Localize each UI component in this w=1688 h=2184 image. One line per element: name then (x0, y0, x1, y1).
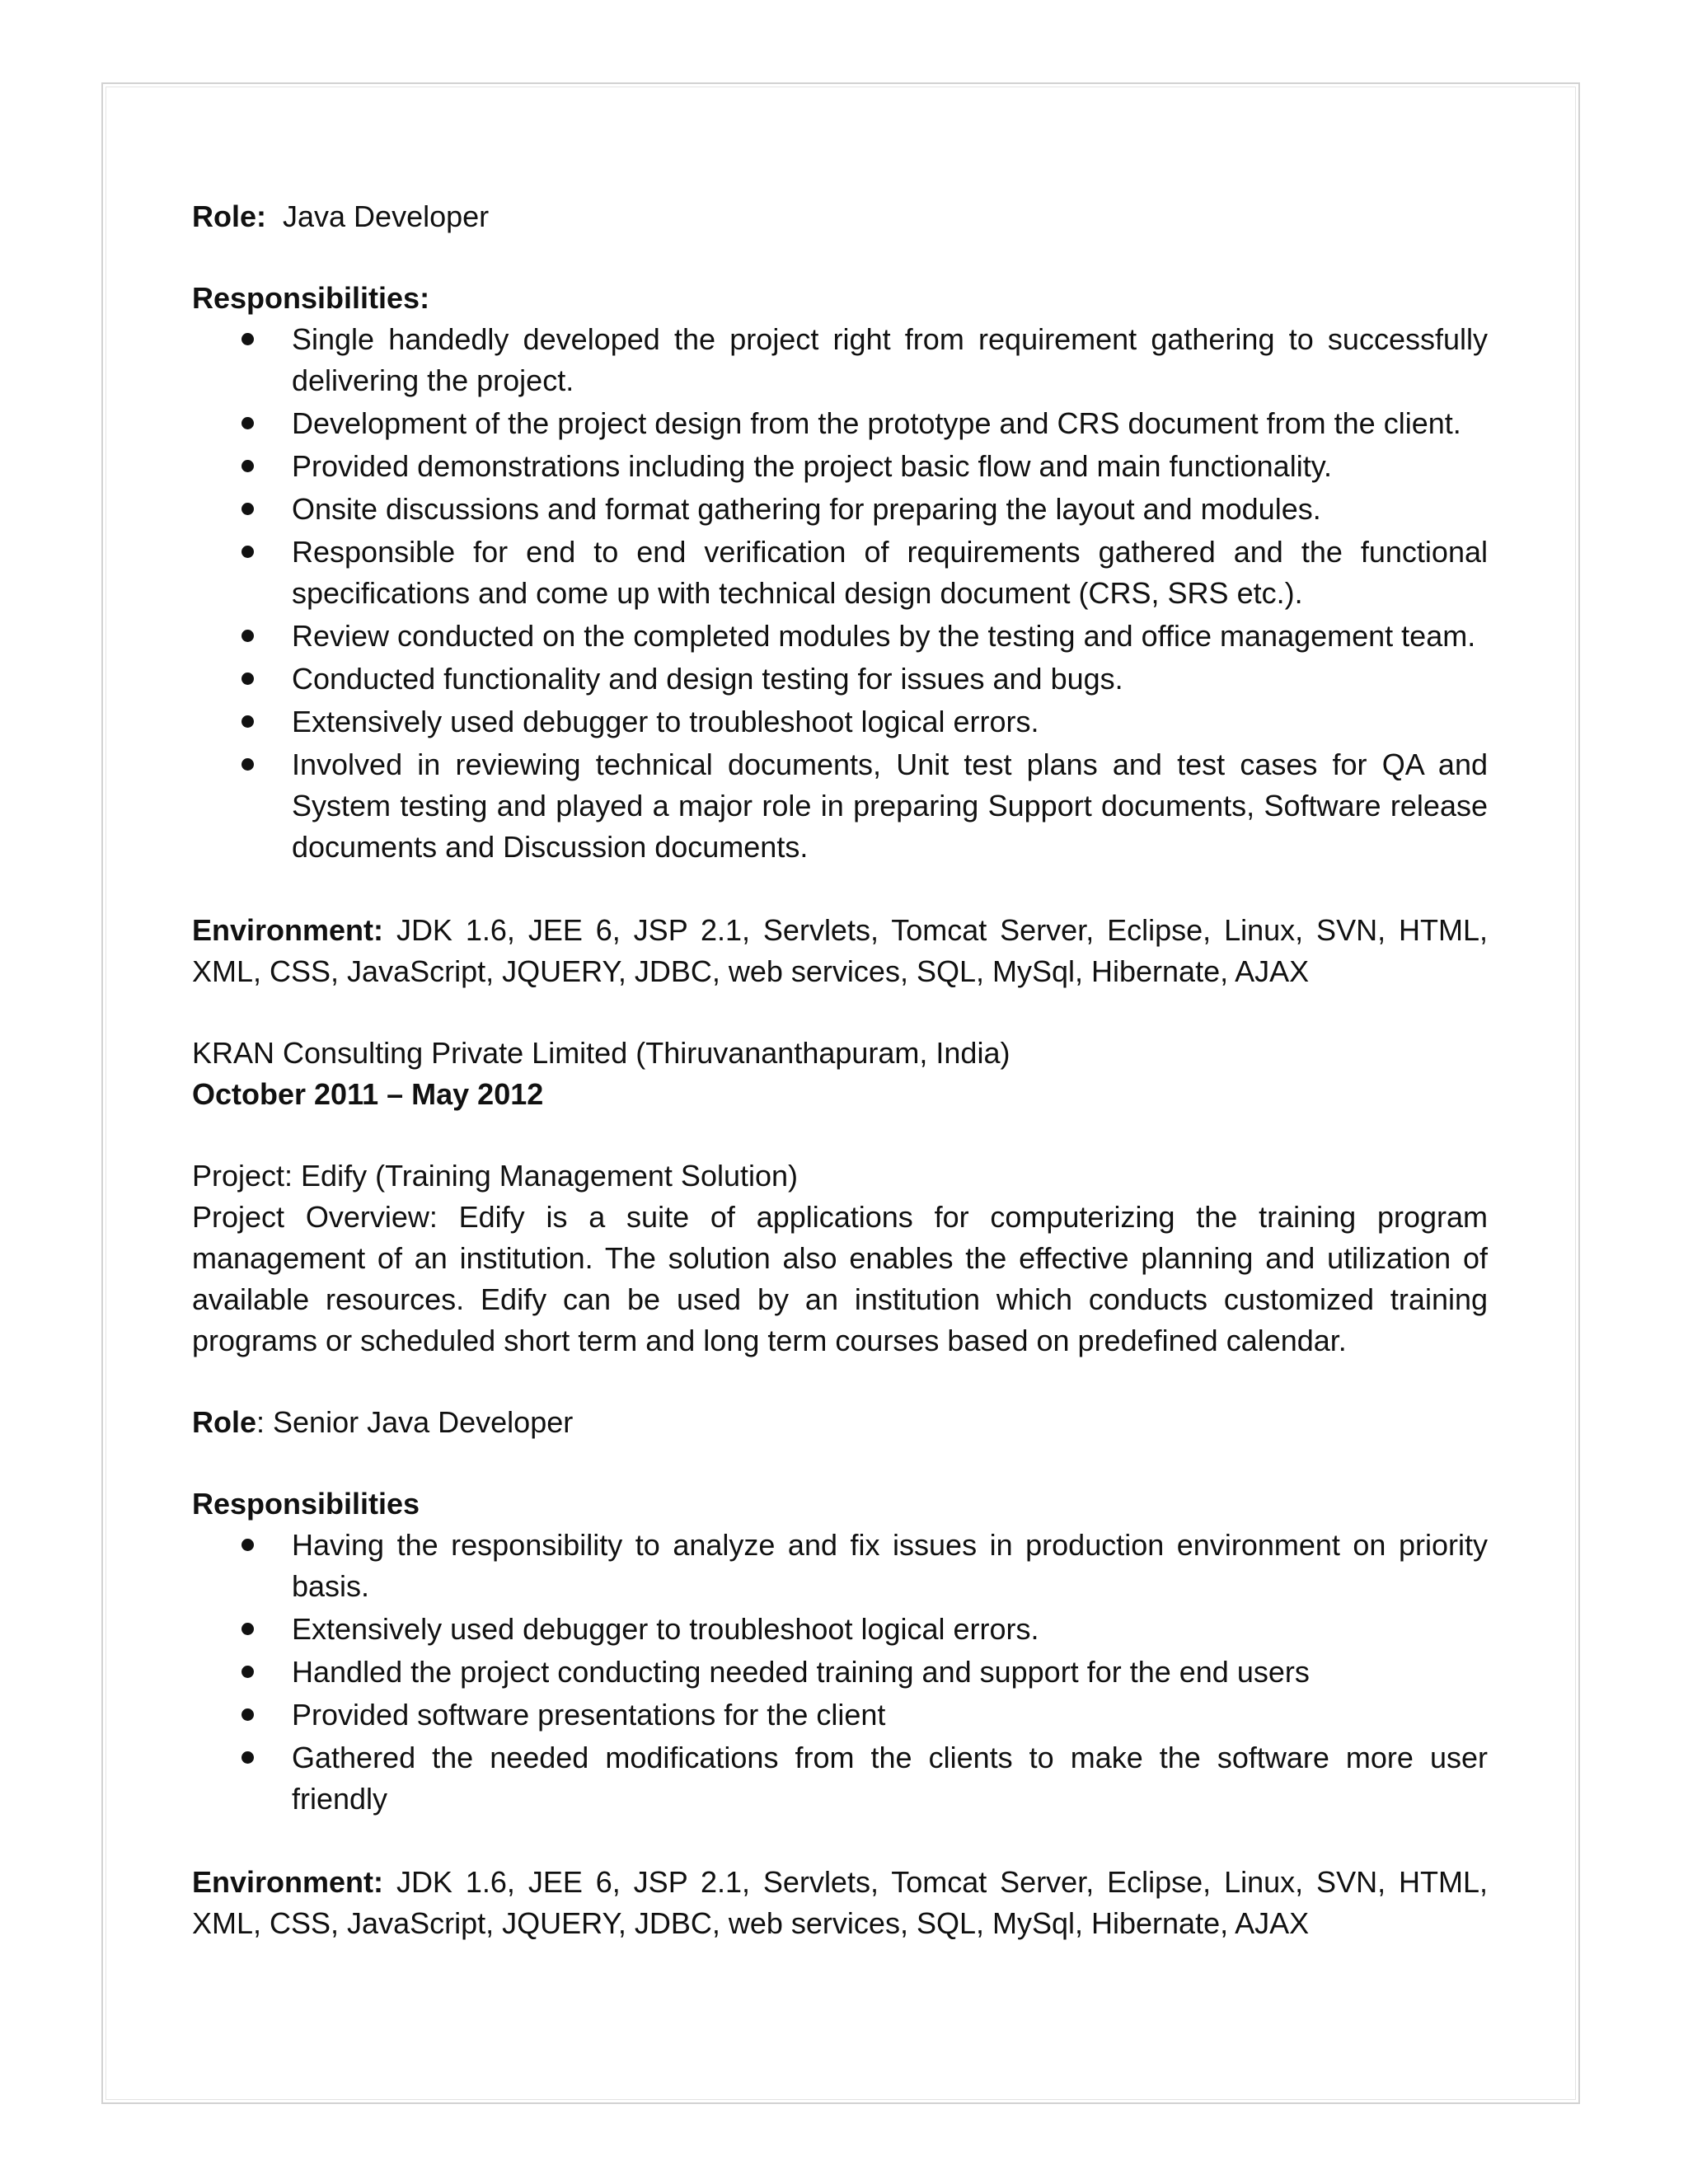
responsibilities-list (192, 319, 1488, 868)
list-item: Development of the project design from the prototype and CRS document from the client. (192, 403, 1488, 444)
bullet-icon (241, 630, 254, 642)
list-item: Provided demonstrations including the project basic flow and main functionality. (192, 446, 1488, 487)
spacer (192, 237, 1488, 278)
environment-paragraph (192, 910, 1488, 992)
role-label: Role (192, 1405, 257, 1439)
bullet-icon (241, 1751, 254, 1764)
bullet-icon (241, 673, 254, 685)
role-line (192, 196, 1488, 237)
bullet-icon (241, 715, 254, 728)
role-value: Java Developer (283, 199, 490, 233)
bullet-icon (241, 333, 254, 345)
responsibilities-heading: Responsibilities (192, 1487, 420, 1521)
environment-label: Environment: (192, 913, 384, 947)
list-item: Responsible for end to end verification of requirements gathered and the functional specifications and come up with technical design document (CRS, SRS etc.). (192, 532, 1488, 614)
bullet-icon (241, 546, 254, 558)
environment-paragraph (192, 1862, 1488, 1944)
employment-dates: October 2011 – May 2012 (192, 1077, 544, 1111)
spacer (192, 1115, 1488, 1155)
list-item: Gathered the needed modifications from the clients to make the software more user friendly (192, 1737, 1488, 1820)
bullet-icon (241, 1666, 254, 1678)
project-title: Project: Edify (Training Management Solution) (192, 1159, 799, 1193)
list-item: Handled the project conducting needed training and support for the end users (192, 1652, 1488, 1693)
project-overview: Project Overview: Edify is a suite of applications for computerizing the training program management of an institution. The solution also enables the effective planning and utilization of available resources. Edify can be used by an institution which conducts customized training programs or scheduled short term and long term courses based on predefined calendar. (192, 1200, 1488, 1357)
bullet-icon (241, 460, 254, 472)
spacer (192, 1821, 1488, 1862)
company-name: KRAN Consulting Private Limited (Thiruvananthapuram, India) (192, 1036, 1010, 1070)
list-item: Extensively used debugger to troubleshoot logical errors. (192, 1609, 1488, 1650)
list-item: Involved in reviewing technical documents, Unit test plans and test cases for QA and System testing and played a major role in preparing Support documents, Software release documents and Discussion documents. (192, 744, 1488, 868)
role-label: Role: (192, 199, 266, 233)
list-item: Onsite discussions and format gathering for preparing the layout and modules. (192, 489, 1488, 530)
environment-label: Environment: (192, 1865, 384, 1899)
responsibilities-heading: Responsibilities: (192, 281, 430, 315)
list-item: Review conducted on the completed modules by the testing and office management team. (192, 616, 1488, 657)
list-item: Provided software presentations for the client (192, 1694, 1488, 1736)
bullet-icon (241, 1539, 254, 1551)
environment-value: JDK 1.6, JEE 6, JSP 2.1, Servlets, Tomcat Server, Eclipse, Linux, SVN, HTML, XML, CSS, JavaScript, JQUERY, JDBC, web services, SQL, MySql, Hibernate, AJAX (192, 1865, 1488, 1940)
spacer (192, 1443, 1488, 1483)
bullet-icon (241, 1623, 254, 1635)
spacer (192, 1361, 1488, 1402)
role-line (192, 1402, 1488, 1443)
list-item: Conducted functionality and design testing for issues and bugs. (192, 658, 1488, 700)
bullet-icon (241, 758, 254, 771)
list-item: Single handedly developed the project right from requirement gathering to successfully delivering the project. (192, 319, 1488, 401)
environment-value: JDK 1.6, JEE 6, JSP 2.1, Servlets, Tomcat Server, Eclipse, Linux, SVN, HTML, XML, CSS, JavaScript, JQUERY, JDBC, web services, SQL, MySql, Hibernate, AJAX (192, 913, 1488, 988)
resume-page-content (192, 196, 1488, 1944)
bullet-icon (241, 1708, 254, 1721)
list-item: Extensively used debugger to troubleshoot logical errors. (192, 701, 1488, 743)
list-item: Having the responsibility to analyze and fix issues in production environment on priority basis. (192, 1525, 1488, 1607)
spacer (192, 992, 1488, 1033)
spacer (192, 869, 1488, 910)
role-value: : Senior Java Developer (256, 1405, 574, 1439)
bullet-icon (241, 417, 254, 429)
bullet-icon (241, 503, 254, 515)
responsibilities-list (192, 1525, 1488, 1820)
